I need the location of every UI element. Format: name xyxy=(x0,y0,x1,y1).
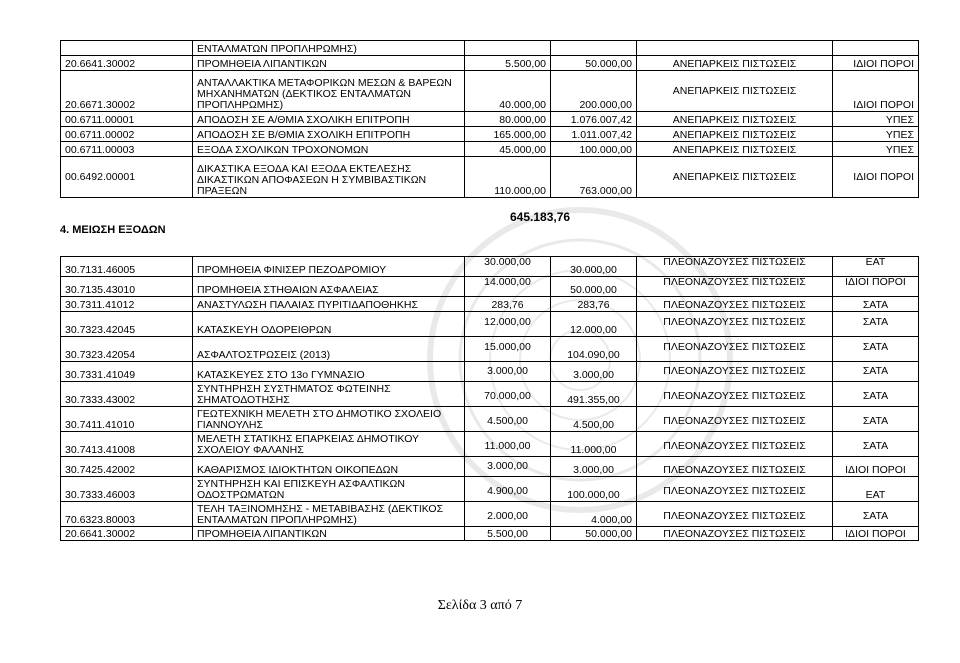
amount-total: 50.000,00 xyxy=(551,527,637,541)
funding-source: ΠΛΕΟΝΑΖΟΥΣΕΣ ΠΙΣΤΩΣΕΙΣ xyxy=(637,477,833,502)
table-row xyxy=(61,502,919,527)
amount-total: 100.000,00 xyxy=(551,142,637,157)
funding-source: ΠΛΕΟΝΑΖΟΥΣΕΣ ΠΙΣΤΩΣΕΙΣ xyxy=(637,257,833,277)
table-row xyxy=(61,277,919,297)
amount-total: 1.011.007,42 xyxy=(551,127,637,142)
fund-type: ΥΠΕΣ xyxy=(833,127,919,142)
item-description: ΓΕΩΤΕΧΝΙΚΗ ΜΕΛΕΤΗ ΣΤΟ ΔΗΜΟΤΙΚΟ ΣΧΟΛΕΙΟ ΓΙΑΝΝΟΥΛΗΣ xyxy=(193,407,465,432)
account-code: 00.6711.00001 xyxy=(61,112,193,127)
item-description: ΚΑΘΑΡΙΣΜΟΣ ΙΔΙΟΚΤΗΤΩΝ ΟΙΚΟΠΕΔΩΝ xyxy=(193,457,465,477)
item-description: ΠΡΟΜΗΘΕΙΑ ΦΙΝΙΣΕΡ ΠΕΖΟΔΡΟΜΙΟΥ xyxy=(193,257,465,277)
amount-total: 30.000,00 xyxy=(551,257,637,277)
item-description: ΑΠΟΔΟΣΗ ΣΕ Β/ΘΜΙΑ ΣΧΟΛΙΚΗ ΕΠΙΤΡΟΠΗ xyxy=(193,127,465,142)
item-description: ΑΣΦΑΛΤΟΣΤΡΩΣΕΙΣ (2013) xyxy=(193,337,465,362)
amount-change: 3.000,00 xyxy=(465,457,551,477)
amount-total: 3.000,00 xyxy=(551,362,637,382)
item-description: ΑΝΤΑΛΛΑΚΤΙΚΑ ΜΕΤΑΦΟΡΙΚΩΝ ΜΕΣΩΝ & ΒΑΡΕΩΝ ΜΗΧΑΝΗΜΑΤΩΝ (ΔΕΚΤΙΚΟΣ ΕΝΤΑΛΜΑΤΩΝ ΠΡΟΠΛΗΡΩΜΗΣ) xyxy=(193,71,465,112)
amount-total: 4.000,00 xyxy=(551,502,637,527)
item-description: ΣΥΝΤΗΡΗΣΗ ΚΑΙ ΕΠΙΣΚΕΥΗ ΑΣΦΑΛΤΙΚΩΝ ΟΔΟΣΤΡΩΜΑΤΩΝ xyxy=(193,477,465,502)
fund-type: ΣΑΤΑ xyxy=(833,382,919,407)
funding-source: ΠΛΕΟΝΑΖΟΥΣΕΣ ΠΙΣΤΩΣΕΙΣ xyxy=(637,337,833,362)
item-description: ΣΥΝΤΗΡΗΣΗ ΣΥΣΤΗΜΑΤΟΣ ΦΩΤΕΙΝΗΣ ΣΗΜΑΤΟΔΟΤΗΣΗΣ xyxy=(193,382,465,407)
page-footer: Σελίδα 3 από 7 xyxy=(437,598,523,613)
item-description: ΚΑΤΑΣΚΕΥΗ ΟΔΟΡΕΙΘΡΩΝ xyxy=(193,312,465,337)
table-row xyxy=(61,56,919,71)
account-code: 00.6711.00003 xyxy=(61,142,193,157)
funding-source: ΠΛΕΟΝΑΖΟΥΣΕΣ ΠΙΣΤΩΣΕΙΣ xyxy=(637,527,833,541)
fund-type: ΣΑΤΑ xyxy=(833,502,919,527)
item-description: ΑΝΑΣΤΥΛΩΣΗ ΠΑΛΑΙΑΣ ΠΥΡΙΤΙΔΑΠΟΘΗΚΗΣ xyxy=(193,297,465,312)
item-description: ΠΡΟΜΗΘΕΙΑ ΛΙΠΑΝΤΙΚΩΝ xyxy=(193,56,465,71)
amount-total: 100.000,00 xyxy=(551,477,637,502)
amount-change: 165.000,00 xyxy=(465,127,551,142)
item-description: ΕΝΤΑΛΜΑΤΩΝ ΠΡΟΠΛΗΡΩΜΗΣ) xyxy=(193,41,465,56)
item-description: ΠΡΟΜΗΘΕΙΑ ΛΙΠΑΝΤΙΚΩΝ xyxy=(193,527,465,541)
funding-source xyxy=(637,41,833,56)
fund-type: ΣΑΤΑ xyxy=(833,362,919,382)
fund-type: ΙΔΙΟΙ ΠΟΡΟΙ xyxy=(833,56,919,71)
account-code xyxy=(61,41,193,56)
table-row xyxy=(61,457,919,477)
amount-change: 110.000,00 xyxy=(465,157,551,198)
funding-source: ΑΝΕΠΑΡΚΕΙΣ ΠΙΣΤΩΣΕΙΣ xyxy=(637,71,833,112)
account-code: 30.7425.42002 xyxy=(61,457,193,477)
fund-type: ΥΠΕΣ xyxy=(833,112,919,127)
account-code: 30.7413.41008 xyxy=(61,432,193,457)
amount-total: 12.000,00 xyxy=(551,312,637,337)
account-code: 30.7323.42054 xyxy=(61,337,193,362)
table-row xyxy=(61,112,919,127)
account-code: 30.7331.41049 xyxy=(61,362,193,382)
table-row xyxy=(61,41,919,56)
amount-change: 283,76 xyxy=(465,297,551,312)
amount-change: 5.500,00 xyxy=(465,527,551,541)
table-row xyxy=(61,157,919,198)
account-code: 00.6492.00001 xyxy=(61,157,193,198)
funding-source: ΠΛΕΟΝΑΖΟΥΣΕΣ ΠΙΣΤΩΣΕΙΣ xyxy=(637,457,833,477)
funding-source: ΑΝΕΠΑΡΚΕΙΣ ΠΙΣΤΩΣΕΙΣ xyxy=(637,157,833,198)
funding-source: ΠΛΕΟΝΑΖΟΥΣΕΣ ΠΙΣΤΩΣΕΙΣ xyxy=(637,502,833,527)
funding-source: ΠΛΕΟΝΑΖΟΥΣΕΣ ΠΙΣΤΩΣΕΙΣ xyxy=(637,407,833,432)
item-description: ΔΙΚΑΣΤΙΚΑ ΕΞΟΔΑ ΚΑΙ ΕΞΟΔΑ ΕΚΤΕΛΕΣΗΣ ΔΙΚΑΣΤΙΚΩΝ ΑΠΟΦΑΣΕΩΝ Η ΣΥΜΒΙΒΑΣΤΙΚΩΝ ΠΡΑΞΕΩΝ xyxy=(193,157,465,198)
item-description: ΜΕΛΕΤΗ ΣΤΑΤΙΚΗΣ ΕΠΑΡΚΕΙΑΣ ΔΗΜΟΤΙΚΟΥ ΣΧΟΛΕΙΟΥ ΦΑΛΑΝΗΣ xyxy=(193,432,465,457)
account-code: 30.7333.46003 xyxy=(61,477,193,502)
account-code: 20.6641.30002 xyxy=(61,527,193,541)
amount-total xyxy=(551,41,637,56)
table-row xyxy=(61,142,919,157)
fund-type: ΕΑΤ xyxy=(833,477,919,502)
funding-source: ΑΝΕΠΑΡΚΕΙΣ ΠΙΣΤΩΣΕΙΣ xyxy=(637,112,833,127)
fund-type: ΙΔΙΟΙ ΠΟΡΟΙ xyxy=(833,527,919,541)
amount-total: 50.000,00 xyxy=(551,277,637,297)
table-row xyxy=(61,257,919,277)
fund-type: ΙΔΙΟΙ ΠΟΡΟΙ xyxy=(833,457,919,477)
amount-change: 80.000,00 xyxy=(465,112,551,127)
section-title: 4. ΜΕΙΩΣΗ ΕΞΟΔΩΝ xyxy=(60,224,166,236)
funding-source: ΠΛΕΟΝΑΖΟΥΣΕΣ ΠΙΣΤΩΣΕΙΣ xyxy=(637,362,833,382)
amount-total: 4.500,00 xyxy=(551,407,637,432)
funding-source: ΠΛΕΟΝΑΖΟΥΣΕΣ ΠΙΣΤΩΣΕΙΣ xyxy=(637,432,833,457)
amount-change: 2.000,00 xyxy=(465,502,551,527)
table-row xyxy=(61,297,919,312)
fund-type: ΣΑΤΑ xyxy=(833,337,919,362)
amount-change: 45.000,00 xyxy=(465,142,551,157)
fund-type: ΣΑΤΑ xyxy=(833,407,919,432)
amount-change: 4.500,00 xyxy=(465,407,551,432)
table-row xyxy=(61,127,919,142)
fund-type: ΥΠΕΣ xyxy=(833,142,919,157)
funding-source: ΠΛΕΟΝΑΖΟΥΣΕΣ ΠΙΣΤΩΣΕΙΣ xyxy=(637,297,833,312)
amount-total: 104.090,00 xyxy=(551,337,637,362)
account-code: 30.7333.43002 xyxy=(61,382,193,407)
amount-change: 14.000,00 xyxy=(465,277,551,297)
funding-source: ΠΛΕΟΝΑΖΟΥΣΕΣ ΠΙΣΤΩΣΕΙΣ xyxy=(637,312,833,337)
table-row xyxy=(61,527,919,541)
amount-total: 1.076.007,42 xyxy=(551,112,637,127)
account-code: 30.7411.41010 xyxy=(61,407,193,432)
amount-change: 40.000,00 xyxy=(465,71,551,112)
fund-type: ΙΔΙΟΙ ΠΟΡΟΙ xyxy=(833,71,919,112)
amount-change: 70.000,00 xyxy=(465,382,551,407)
table-row xyxy=(61,407,919,432)
item-description: ΑΠΟΔΟΣΗ ΣΕ Α/ΘΜΙΑ ΣΧΟΛΙΚΗ ΕΠΙΤΡΟΠΗ xyxy=(193,112,465,127)
fund-type: ΣΑΤΑ xyxy=(833,312,919,337)
account-code: 30.7311.41012 xyxy=(61,297,193,312)
fund-type: ΕΑΤ xyxy=(833,257,919,277)
account-code: 30.7323.42045 xyxy=(61,312,193,337)
fund-type: ΣΑΤΑ xyxy=(833,432,919,457)
fund-type: ΣΑΤΑ xyxy=(833,297,919,312)
amount-change: 4.900,00 xyxy=(465,477,551,502)
amount-change: 15.000,00 xyxy=(465,337,551,362)
funding-source: ΠΛΕΟΝΑΖΟΥΣΕΣ ΠΙΣΤΩΣΕΙΣ xyxy=(637,382,833,407)
amount-total: 283,76 xyxy=(551,297,637,312)
fund-type: ΙΔΙΟΙ ΠΟΡΟΙ xyxy=(833,157,919,198)
account-code: 30.7135.43010 xyxy=(61,277,193,297)
amount-change xyxy=(465,41,551,56)
table-row xyxy=(61,477,919,502)
amount-total: 491.355,00 xyxy=(551,382,637,407)
table-row xyxy=(61,337,919,362)
item-description: ΕΞΟΔΑ ΣΧΟΛΙΚΩΝ ΤΡΟΧΟΝΟΜΩΝ xyxy=(193,142,465,157)
item-description: ΚΑΤΑΣΚΕΥΕΣ ΣΤΟ 13ο ΓΥΜΝΑΣΙΟ xyxy=(193,362,465,382)
amount-total: 3.000,00 xyxy=(551,457,637,477)
amount-total: 11.000,00 xyxy=(551,432,637,457)
amount-change: 12.000,00 xyxy=(465,312,551,337)
section-total: 645.183,76 xyxy=(510,210,571,224)
table-row xyxy=(61,71,919,112)
account-code: 20.6671.30002 xyxy=(61,71,193,112)
amount-total: 200.000,00 xyxy=(551,71,637,112)
item-description: ΠΡΟΜΗΘΕΙΑ ΣΤΗΘΑΙΩΝ ΑΣΦΑΛΕΙΑΣ xyxy=(193,277,465,297)
amount-total: 763.000,00 xyxy=(551,157,637,198)
amount-change: 30.000,00 xyxy=(465,257,551,277)
expense-reduction-table xyxy=(60,256,919,541)
account-code: 00.6711.00002 xyxy=(61,127,193,142)
top-budget-table xyxy=(60,40,919,198)
funding-source: ΠΛΕΟΝΑΖΟΥΣΕΣ ΠΙΣΤΩΣΕΙΣ xyxy=(637,277,833,297)
table-row xyxy=(61,362,919,382)
fund-type xyxy=(833,41,919,56)
amount-change: 5.500,00 xyxy=(465,56,551,71)
table-row xyxy=(61,432,919,457)
account-code: 20.6641.30002 xyxy=(61,56,193,71)
account-code: 30.7131.46005 xyxy=(61,257,193,277)
amount-change: 11.000,00 xyxy=(465,432,551,457)
table-row xyxy=(61,312,919,337)
funding-source: ΑΝΕΠΑΡΚΕΙΣ ΠΙΣΤΩΣΕΙΣ xyxy=(637,142,833,157)
amount-change: 3.000,00 xyxy=(465,362,551,382)
item-description: ΤΕΛΗ ΤΑΞΙΝΟΜΗΣΗΣ - ΜΕΤΑΒΙΒΑΣΗΣ (ΔΕΚΤΙΚΟΣ ΕΝΤΑΛΜΑΤΩΝ ΠΡΟΠΛΗΡΩΜΗΣ) xyxy=(193,502,465,527)
fund-type: ΙΔΙΟΙ ΠΟΡΟΙ xyxy=(833,277,919,297)
funding-source: ΑΝΕΠΑΡΚΕΙΣ ΠΙΣΤΩΣΕΙΣ xyxy=(637,56,833,71)
account-code: 70.6323.80003 xyxy=(61,502,193,527)
amount-total: 50.000,00 xyxy=(551,56,637,71)
funding-source: ΑΝΕΠΑΡΚΕΙΣ ΠΙΣΤΩΣΕΙΣ xyxy=(637,127,833,142)
table-row xyxy=(61,382,919,407)
